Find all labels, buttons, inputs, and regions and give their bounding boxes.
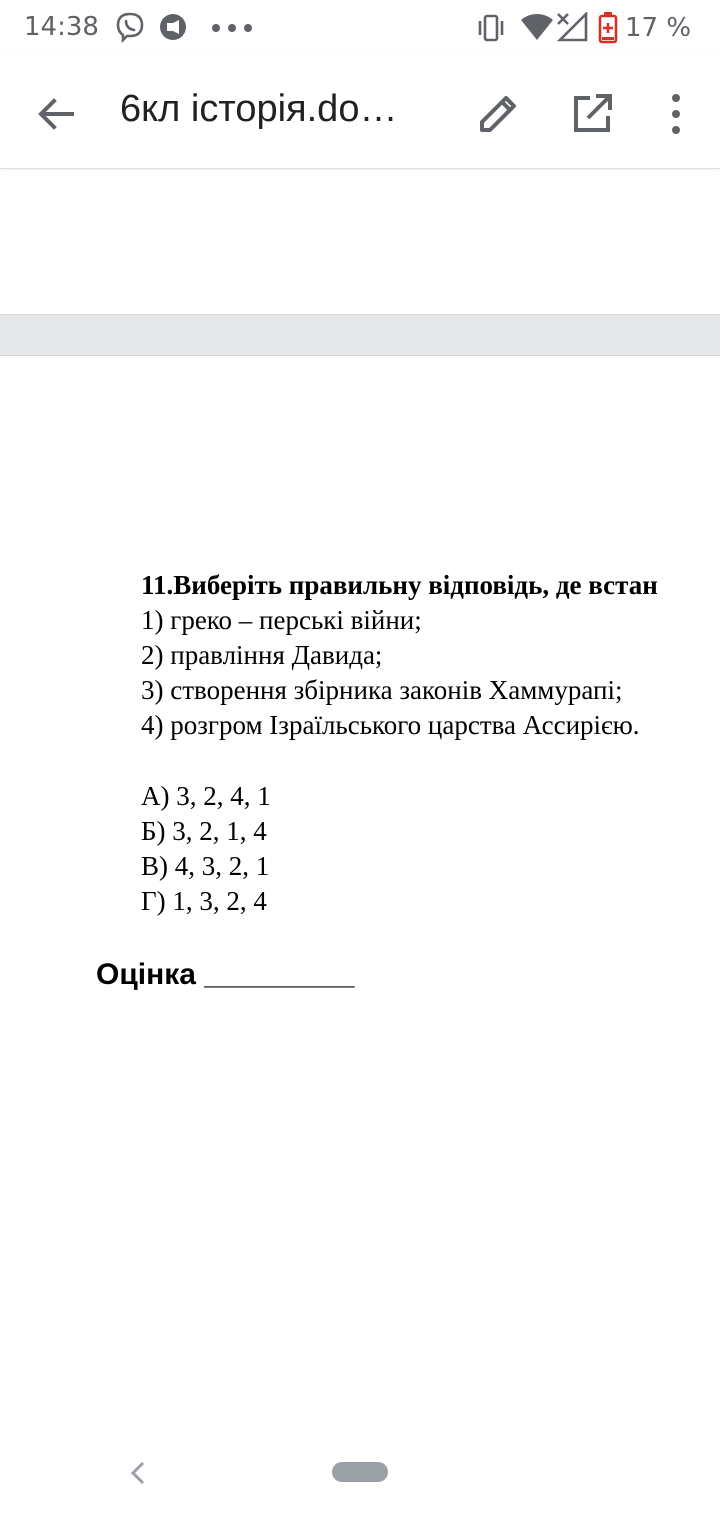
app-bar: [0, 56, 720, 169]
wifi-icon: [520, 12, 554, 42]
question-item-4: 4) розгром Ізраїльського царства Ассирією.: [141, 710, 640, 740]
navigation-bar: [0, 1430, 720, 1520]
question-item-2: 2) правління Давида;: [141, 640, 383, 670]
nav-back-icon[interactable]: [126, 1460, 152, 1486]
open-external-icon[interactable]: [568, 90, 616, 138]
document-title: 6кл історія.do…: [120, 88, 398, 130]
battery-icon: [598, 12, 618, 44]
question-item-3: 3) створення збірника законів Хаммурапі;: [141, 675, 623, 705]
more-vert-icon[interactable]: [660, 90, 692, 138]
signal-icon: [556, 12, 588, 42]
answer-option-g: Г) 1, 3, 2, 4: [141, 886, 267, 916]
page-separator: [0, 314, 720, 356]
vibrate-icon: [476, 14, 506, 42]
answer-option-b: Б) 3, 2, 1, 4: [141, 816, 267, 846]
question-item-1: 1) греко – перські війни;: [141, 605, 422, 635]
more-notifications-icon: [212, 24, 252, 32]
battery-percent: 17 %: [625, 13, 692, 43]
home-pill-icon[interactable]: [332, 1462, 388, 1482]
back-arrow-icon[interactable]: [32, 90, 80, 138]
question-title: 11.Виберіть правильну відповідь, де встан: [141, 570, 658, 600]
edit-pencil-icon[interactable]: [474, 90, 522, 138]
document-page[interactable]: [0, 354, 720, 1404]
viber-icon: [114, 11, 146, 43]
grade-label: Оцінка _________: [96, 958, 355, 991]
status-bar: [0, 0, 720, 56]
message-icon: [158, 12, 188, 42]
status-time: 14:38: [24, 12, 99, 42]
answer-option-v: В) 4, 3, 2, 1: [141, 851, 270, 881]
answer-option-a: А) 3, 2, 4, 1: [141, 781, 271, 811]
